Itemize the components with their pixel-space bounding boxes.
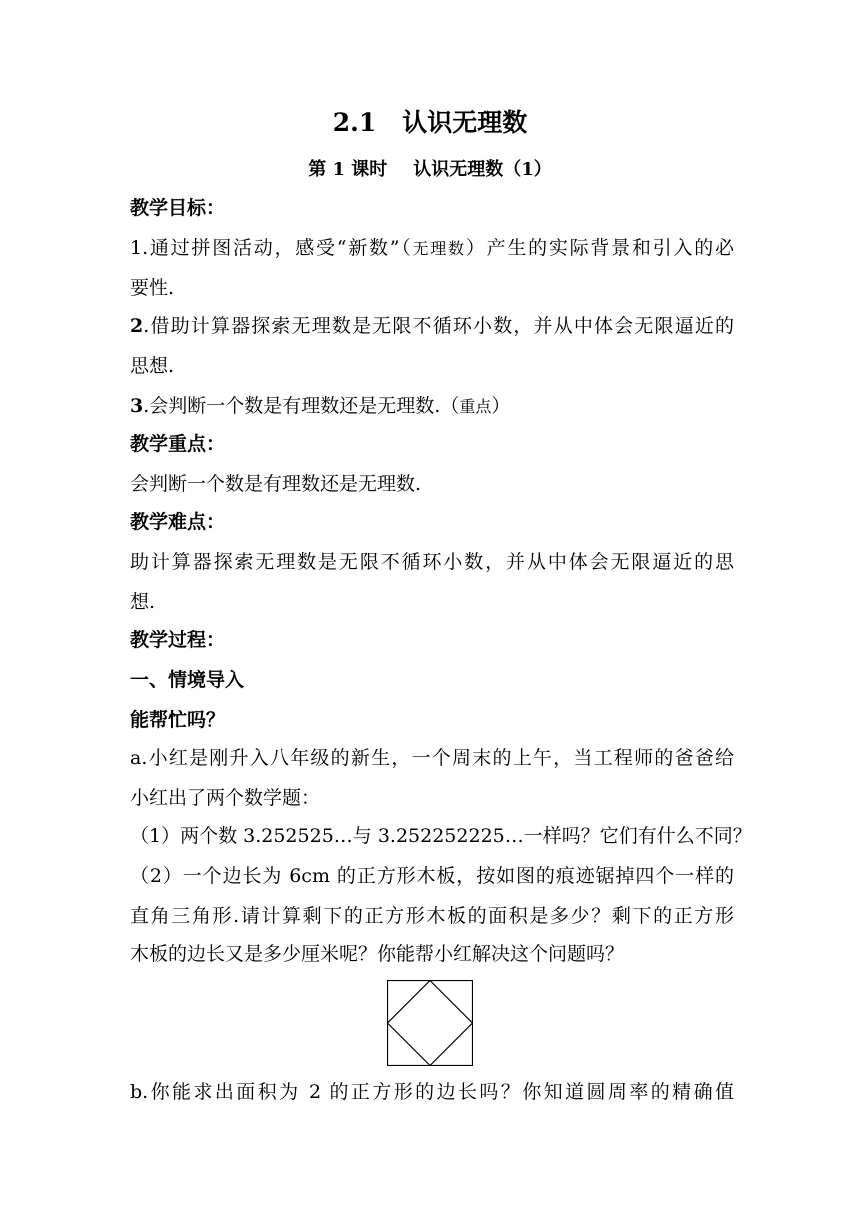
goal-3-emphasis: 重点: [459, 397, 492, 416]
part-1-heading: 一、情境导入: [130, 669, 245, 691]
goal-2-line-1: 2.借助计算器探索无理数是无限不循环小数，并从中体会无限逼近的: [130, 315, 734, 337]
lesson-name: 认识无理数（1）: [413, 159, 552, 180]
goal-3-number: 3: [130, 395, 144, 417]
question-2-line-3: 木板的边长又是多少厘米呢？你能帮小红解决这个问题吗？: [130, 943, 625, 965]
goal-2-line-2: 思想.: [130, 355, 175, 377]
paragraph-b-line-1: b.你能求出面积为 2 的正方形的边长吗？你知道圆周率的精确值: [130, 1081, 734, 1103]
difficulty-line-1: 助计算器探索无理数是无限不循环小数，并从中体会无限逼近的思: [130, 551, 734, 573]
goal-1-line-1: 1.通过拼图活动，感受“新数”（无理数）产生的实际背景和引入的必: [130, 237, 734, 259]
section-name: 认识无理数: [402, 108, 528, 137]
difficulty-line-2: 想.: [130, 591, 156, 613]
difficulty-heading: 教学难点：: [130, 511, 226, 533]
key-points-heading: 教学重点：: [130, 433, 226, 455]
lesson-number: 第 1 课时: [308, 159, 388, 180]
section-number: 2.1: [332, 108, 377, 137]
section-title: [0, 108, 860, 138]
paragraph-a-line-1: a.小红是刚升入八年级的新生，一个周末的上午，当工程师的爸爸给: [130, 747, 734, 769]
goal-1-emphasis: 无理数: [412, 239, 466, 258]
inner-square: [388, 981, 473, 1066]
square-cut-diagram: [387, 980, 473, 1066]
process-heading: 教学过程：: [130, 629, 226, 651]
goal-3: 3.会判断一个数是有理数还是无理数.（重点）: [130, 395, 511, 417]
help-prompt: 能帮忙吗？: [130, 709, 226, 731]
question-2-line-1: （2）一个边长为 6cm 的正方形木板，按如图的痕迹锯掉四个一样的: [130, 865, 734, 887]
goal-2-number: 2: [130, 315, 144, 337]
paragraph-a-line-2: 小红出了两个数学题：: [130, 787, 321, 809]
key-points-text: 会判断一个数是有理数还是无理数.: [130, 473, 422, 495]
goal-1-line-2: 要性.: [130, 277, 175, 299]
lesson-subtitle: [0, 158, 860, 182]
question-2-line-2: 直角三角形.请计算剩下的正方形木板的面积是多少？剩下的正方形: [130, 905, 734, 927]
goal-1-number: 1: [130, 237, 143, 259]
question-1: （1）两个数 3.252525…与 3.252252225…一样吗？它们有什么不同？: [130, 825, 752, 847]
goals-heading: 教学目标：: [130, 197, 226, 219]
outer-square: [388, 981, 473, 1066]
